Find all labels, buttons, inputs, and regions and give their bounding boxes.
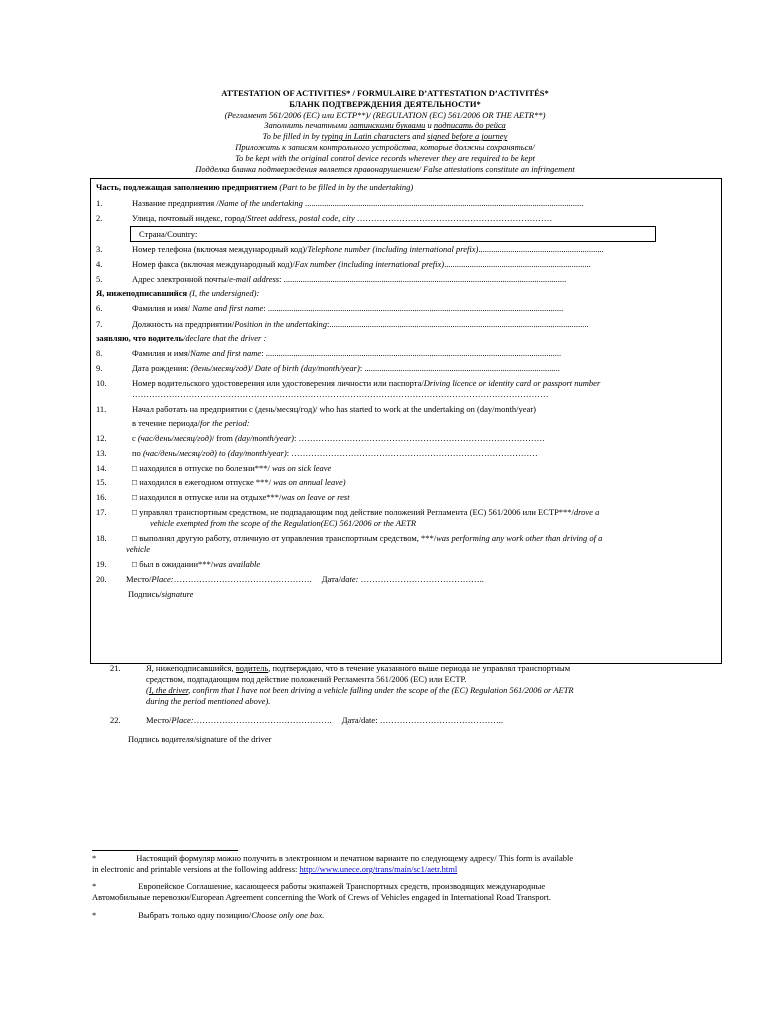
field-telephone[interactable]: 3. Номер телефона (включая международный код)/Telephone number (including international prefix)........................................................... [96, 244, 604, 254]
footnote-1: * Настоящий формуляр можно получить в электронном и печатном варианте по следующему адресу/ This form is available in electronic and printable versions at the following address: http://www.unece.org/trans/main/sc1/aetr.html [92, 853, 574, 874]
driver-signature[interactable]: Подпись водителя/signature of the driver [128, 734, 272, 744]
form-title-en-fr: ATTESTATION OF ACTIVITIES* / FORMULAIRE D’ATTESTATION D’ACTIVITÉS* [221, 88, 549, 98]
undersigned-heading: Я, нижеподписавшийся (I, the undersigned): [96, 288, 260, 298]
checkbox-annual-leave[interactable]: 15. □ находился в ежегодном отпуске ***/ was on annual leave) [96, 477, 346, 487]
keep-records-en: To be kept with the original control device records wherever they are required to be kept [235, 152, 535, 163]
field-street-address[interactable]: 2. Улица, почтовый индекс, город/Street address, postal code, city …………………………………………………………… [96, 213, 553, 223]
false-attestation-warning: Подделка бланка подтверждения является правонарушением/ False attestations constitute an infringement [195, 163, 575, 174]
field-position[interactable]: 7. Должность на предприятии/Position in the undertaking:.......................................................................................................................... [96, 319, 589, 329]
footnote-separator [92, 850, 238, 851]
item-21-number: 21. [110, 663, 121, 673]
field-date-of-birth[interactable]: 9. Дата рождения: (день/месяц/год)/ Date of birth (day/month/year): ............................................................................................ [96, 363, 560, 373]
field-email[interactable]: 5. Адрес электронной почты/e-mail address: ..................................................................................................................................... [96, 274, 567, 284]
footnote-2: * Европейское Соглашение, касающееся работы экипажей Транспортных средств, производящих международные Автомобильные перевозки/European Agreement concerning the Work of Crews of Vehicles engaged in International Road Transport. [92, 881, 552, 902]
driver-confirm-en-2: during the period mentioned above). [146, 696, 271, 706]
field-driver-name[interactable]: 8. Фамилия и имя/Name and first name: ........................................................................................................................................... [96, 348, 562, 358]
form-title-ru: БЛАНК ПОДТВЕРЖДЕНИЯ ДЕЯТЕЛЬНОСТИ* [289, 98, 481, 109]
licence-number-dots: ………………………………………………………………………………………………………………………………… [132, 389, 549, 399]
field-licence-number[interactable]: 10. Номер водительского удостоверения или удостоверения личности или паспорта/Driving licence or identity card or passport number [96, 378, 601, 388]
checkbox-other-work[interactable]: 18. □ выполнял другую работу, отличную от управления транспортным средством, ***/was performing any work other than driving of a [96, 533, 603, 543]
driver-confirm-ru-2: средством, подпадающим под действие положений Регламента 561/2006 (ЕС) или ЕСТР. [146, 674, 467, 684]
field-country[interactable]: Страна/Country: [130, 226, 656, 242]
field-start-date[interactable]: 11. Начал работать на предприятии с (день/месяц/год)/ who has started to work at the undertaking on (day/month/year) [96, 404, 537, 414]
checkbox-exempt-vehicle[interactable]: 17. □ управлял транспортным средством, не подпадающим под действие положений Регламента (ЕС) 561/2006 или ЕСТР***/drove a [96, 507, 600, 517]
footnote-3: * Выбрать только одну позицию/Choose only one box. [92, 910, 325, 920]
field-signatory-name[interactable]: 6. Фамилия и имя/ Name and first name: ........................................................................................................................................... [96, 303, 564, 313]
checkbox-sick-leave[interactable]: 14. □ находился в отпуске по болезни***/ was on sick leave [96, 463, 332, 473]
undertaking-signature[interactable]: Подпись/signature [128, 589, 194, 599]
regulation-line: (Регламент 561/2006 (ЕС) или ЕСТР**)/ (REGULATION (EC) 561/2006 OR THE AETR**) [224, 109, 546, 120]
aetr-link[interactable]: http://www.unece.org/trans/main/sc1/aetr.html [299, 864, 458, 874]
period-label: в течение периода/for the period: [132, 418, 250, 428]
driver-confirm-ru-1: Я, нижеподписавшийся, водитель, подтверждаю, что в течение указанного выше периода не управлял транспортным [146, 663, 571, 673]
checkbox-leave-or-rest[interactable]: 16. □ находился в отпуске или на отдыхе***/was on leave or rest [96, 492, 350, 502]
field-place-date[interactable]: 20. Место/Place:…………………………………………. Дата/date: …………………………………….. [96, 574, 484, 584]
other-work-continuation: vehicle [126, 544, 151, 554]
driver-confirm-en-1: (I, the driver, confirm that I have not been driving a vehicle falling under the scope of the (EC) Regulation 561/2006 or AETR [146, 685, 574, 695]
part-title: Часть, подлежащая заполнению предприятием (Part to be filled in by the undertaking) [96, 182, 414, 192]
driver-place-date[interactable]: Место/Place:…………………………………………. Дата/date: …………………………………….. [146, 715, 503, 725]
exempt-vehicle-continuation: vehicle exempted from the scope of the Regulation(EC) 561/2006 or the AETR [150, 518, 417, 528]
field-undertaking-name[interactable]: 1. Название предприятия /Name of the undertaking ................................................................................................................................... [96, 198, 584, 208]
field-period-from[interactable]: 12. с (час/день/месяц/год)/ from (day/month/year): …………………………………………………………………………… [96, 433, 545, 443]
keep-records-ru: Приложить к записям контрольного устройства, которые должны сохраняться/ [235, 141, 535, 152]
checkbox-available[interactable]: 19. □ был в ожидании***/was available [96, 559, 261, 569]
declare-heading: заявляю, что водитель/declare that the driver : [96, 333, 267, 343]
field-period-to[interactable]: 13. по (час/день/месяц/год) to (day/month/year): …………………………………………………………………………… [96, 448, 538, 458]
form-header [90, 88, 680, 174]
instruction-en: To be filled in by typing in Latin characters and signed before a journey [262, 131, 508, 142]
item-22-number: 22. [110, 715, 121, 725]
field-fax[interactable]: 4. Номер факса (включая международный код)/Fax number (including international prefix)..................................................................... [96, 259, 591, 269]
instruction-ru: Заполнить печатными латинскими буквами и подписать до рейса [264, 120, 506, 131]
